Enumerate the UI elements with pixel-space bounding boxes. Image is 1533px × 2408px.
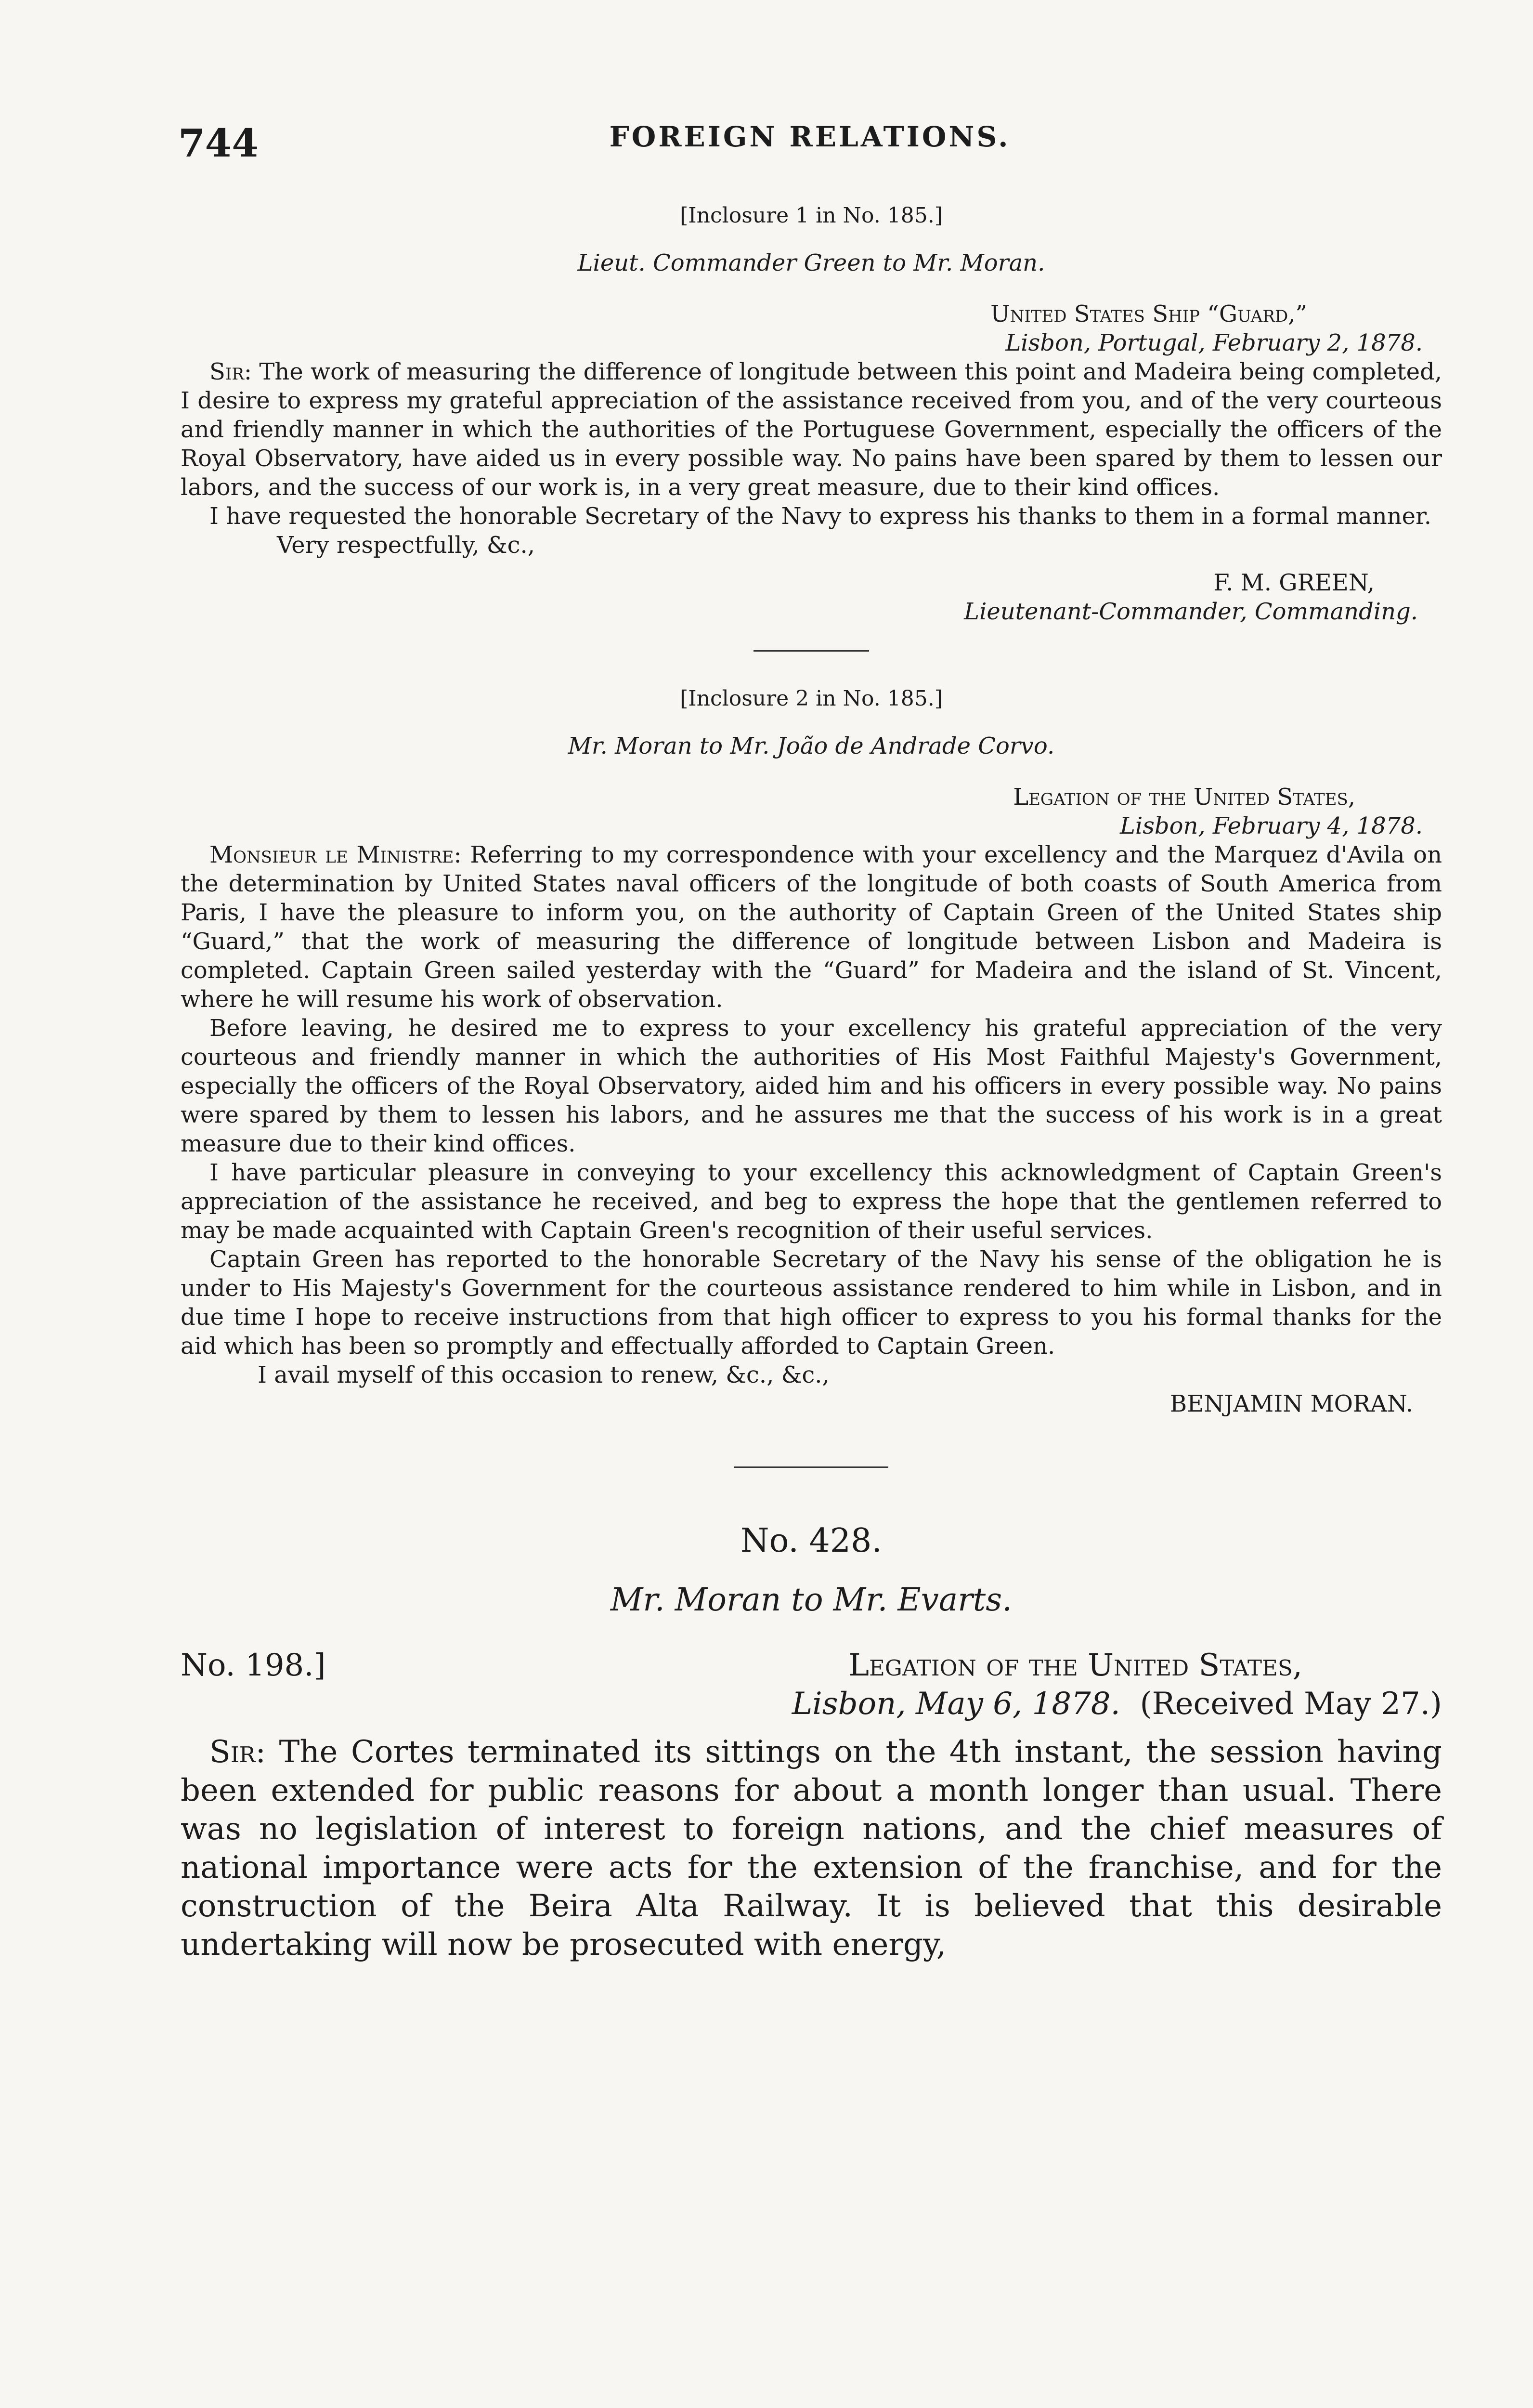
section-divider <box>734 1466 888 1468</box>
despatch-number: No. 198.] <box>181 1648 326 1683</box>
page-header <box>178 120 1442 173</box>
received-note: (Received May 27.) <box>1140 1686 1442 1722</box>
letter-paragraph: I have requested the honorable Secretary of the Navy to express his thanks to them in a formal manner. <box>209 503 1431 530</box>
complimentary-close: I avail myself of this occasion to renew, &c., &c., <box>258 1361 830 1388</box>
letter-heading: Mr. Moran to Mr. João de Andrade Corvo. <box>568 733 1055 759</box>
document-number: No. 428. <box>741 1522 882 1560</box>
section-divider <box>754 650 869 652</box>
complimentary-close: Very respectfully, &c., <box>277 532 535 559</box>
letter-date: Lisbon, February 4, 1878. <box>1120 812 1423 839</box>
letter-paragraph: Monsieur le Ministre: Referring to my correspondence with your excellency and the Marquez d'Avila on the determination by United States naval officers of the longitude of both coasts of South America from Paris, I have the pleasure to inform you, on the authority of Captain Green of the United States ship “Guard,” that the work of measuring the difference of longitude between Lisbon and Madeira is completed. Captain Green sailed yesterday with the “Guard” for Madeira and the island of St. Vincent, where he will resume his work of observation. <box>181 841 1442 1013</box>
signature-name: F. M. GREEN, <box>1213 569 1375 596</box>
sender-address: Legation of the United States, <box>848 1648 1302 1683</box>
letter-heading: Lieut. Commander Green to Mr. Moran. <box>577 249 1045 276</box>
signature-title: Lieutenant-Commander, Commanding. <box>964 598 1418 625</box>
letter-paragraph: Sir: The work of measuring the difference of longitude between this point and Madeira being completed, I desire to express my grateful appreciation of the assistance received from you, and of the very courteous and friendly manner in which the authorities of the Portuguese Government, especially the officers of the Royal Observatory, have aided us in every possible way. No pains have been spared by them to lessen our labors, and the success of our work is, in a very great measure, due to their kind offices. <box>181 358 1442 501</box>
salutation: Monsieur le Ministre: <box>209 841 462 868</box>
letter-date: Lisbon, May 6, 1878. <box>792 1686 1120 1722</box>
letter-paragraph: Sir: The Cortes terminated its sittings on the 4th instant, the session having been extended for public reasons for about a month longer than usual. There was no legislation of interest to foreign nations, and the chief measures of national importance were acts for the extension of the franchise, and for the construction of the Beira Alta Railway. It is believed that this desirable undertaking will now be prosecuted with energy, <box>181 1734 1442 1963</box>
letter-date: Lisbon, Portugal, February 2, 1878. <box>1005 329 1423 356</box>
document-428 <box>181 1521 1442 1964</box>
letter-paragraph: Captain Green has reported to the honorable Secretary of the Navy his sense of the obligation he is under to His Majesty's Government for the courteous assistance rendered to him while in Lisbon, and in due time I hope to receive instructions from that high officer to express to you his formal thanks for the aid which has been so promptly and effectually afforded to Captain Green. <box>181 1246 1442 1360</box>
inclosure-2 <box>181 685 1442 1468</box>
date-line <box>181 1685 1442 1723</box>
inclosure-label: [Inclosure 1 in No. 185.] <box>680 203 943 228</box>
inclosure-label: [Inclosure 2 in No. 185.] <box>680 686 943 711</box>
page-number: 744 <box>178 120 259 166</box>
running-title: FOREIGN RELATIONS. <box>609 120 1011 153</box>
letter-heading: Mr. Moran to Mr. Evarts. <box>610 1581 1013 1618</box>
letter-paragraph: I have particular pleasure in conveying to your excellency this acknowledgment of Captain Green's appreciation of the assistance he received, and beg to express the hope that the gentlemen referred to may be made acquainted with Captain Green's recognition of their useful services. <box>181 1159 1442 1244</box>
page-body <box>181 202 1442 1964</box>
sender-address: United States Ship “Guard,” <box>990 301 1307 327</box>
salutation: Sir: <box>209 1734 266 1770</box>
letter-paragraph: Before leaving, he desired me to express to your excellency his grateful appreciation of the very courteous and friendly manner in which the authorities of His Most Faithful Majesty's Government, especially the officers of the Royal Observatory, aided him and his officers in every possible way. No pains were spared by them to lessen his labors, and he assures me that the success of his work is in a great measure due to their kind offices. <box>181 1015 1442 1157</box>
inclosure-1 <box>181 202 1442 652</box>
sender-address: Legation of the United States, <box>1013 784 1355 811</box>
address-row <box>181 1646 1442 1685</box>
signature-name: BENJAMIN MORAN. <box>1169 1390 1413 1417</box>
salutation: Sir: <box>209 358 252 385</box>
